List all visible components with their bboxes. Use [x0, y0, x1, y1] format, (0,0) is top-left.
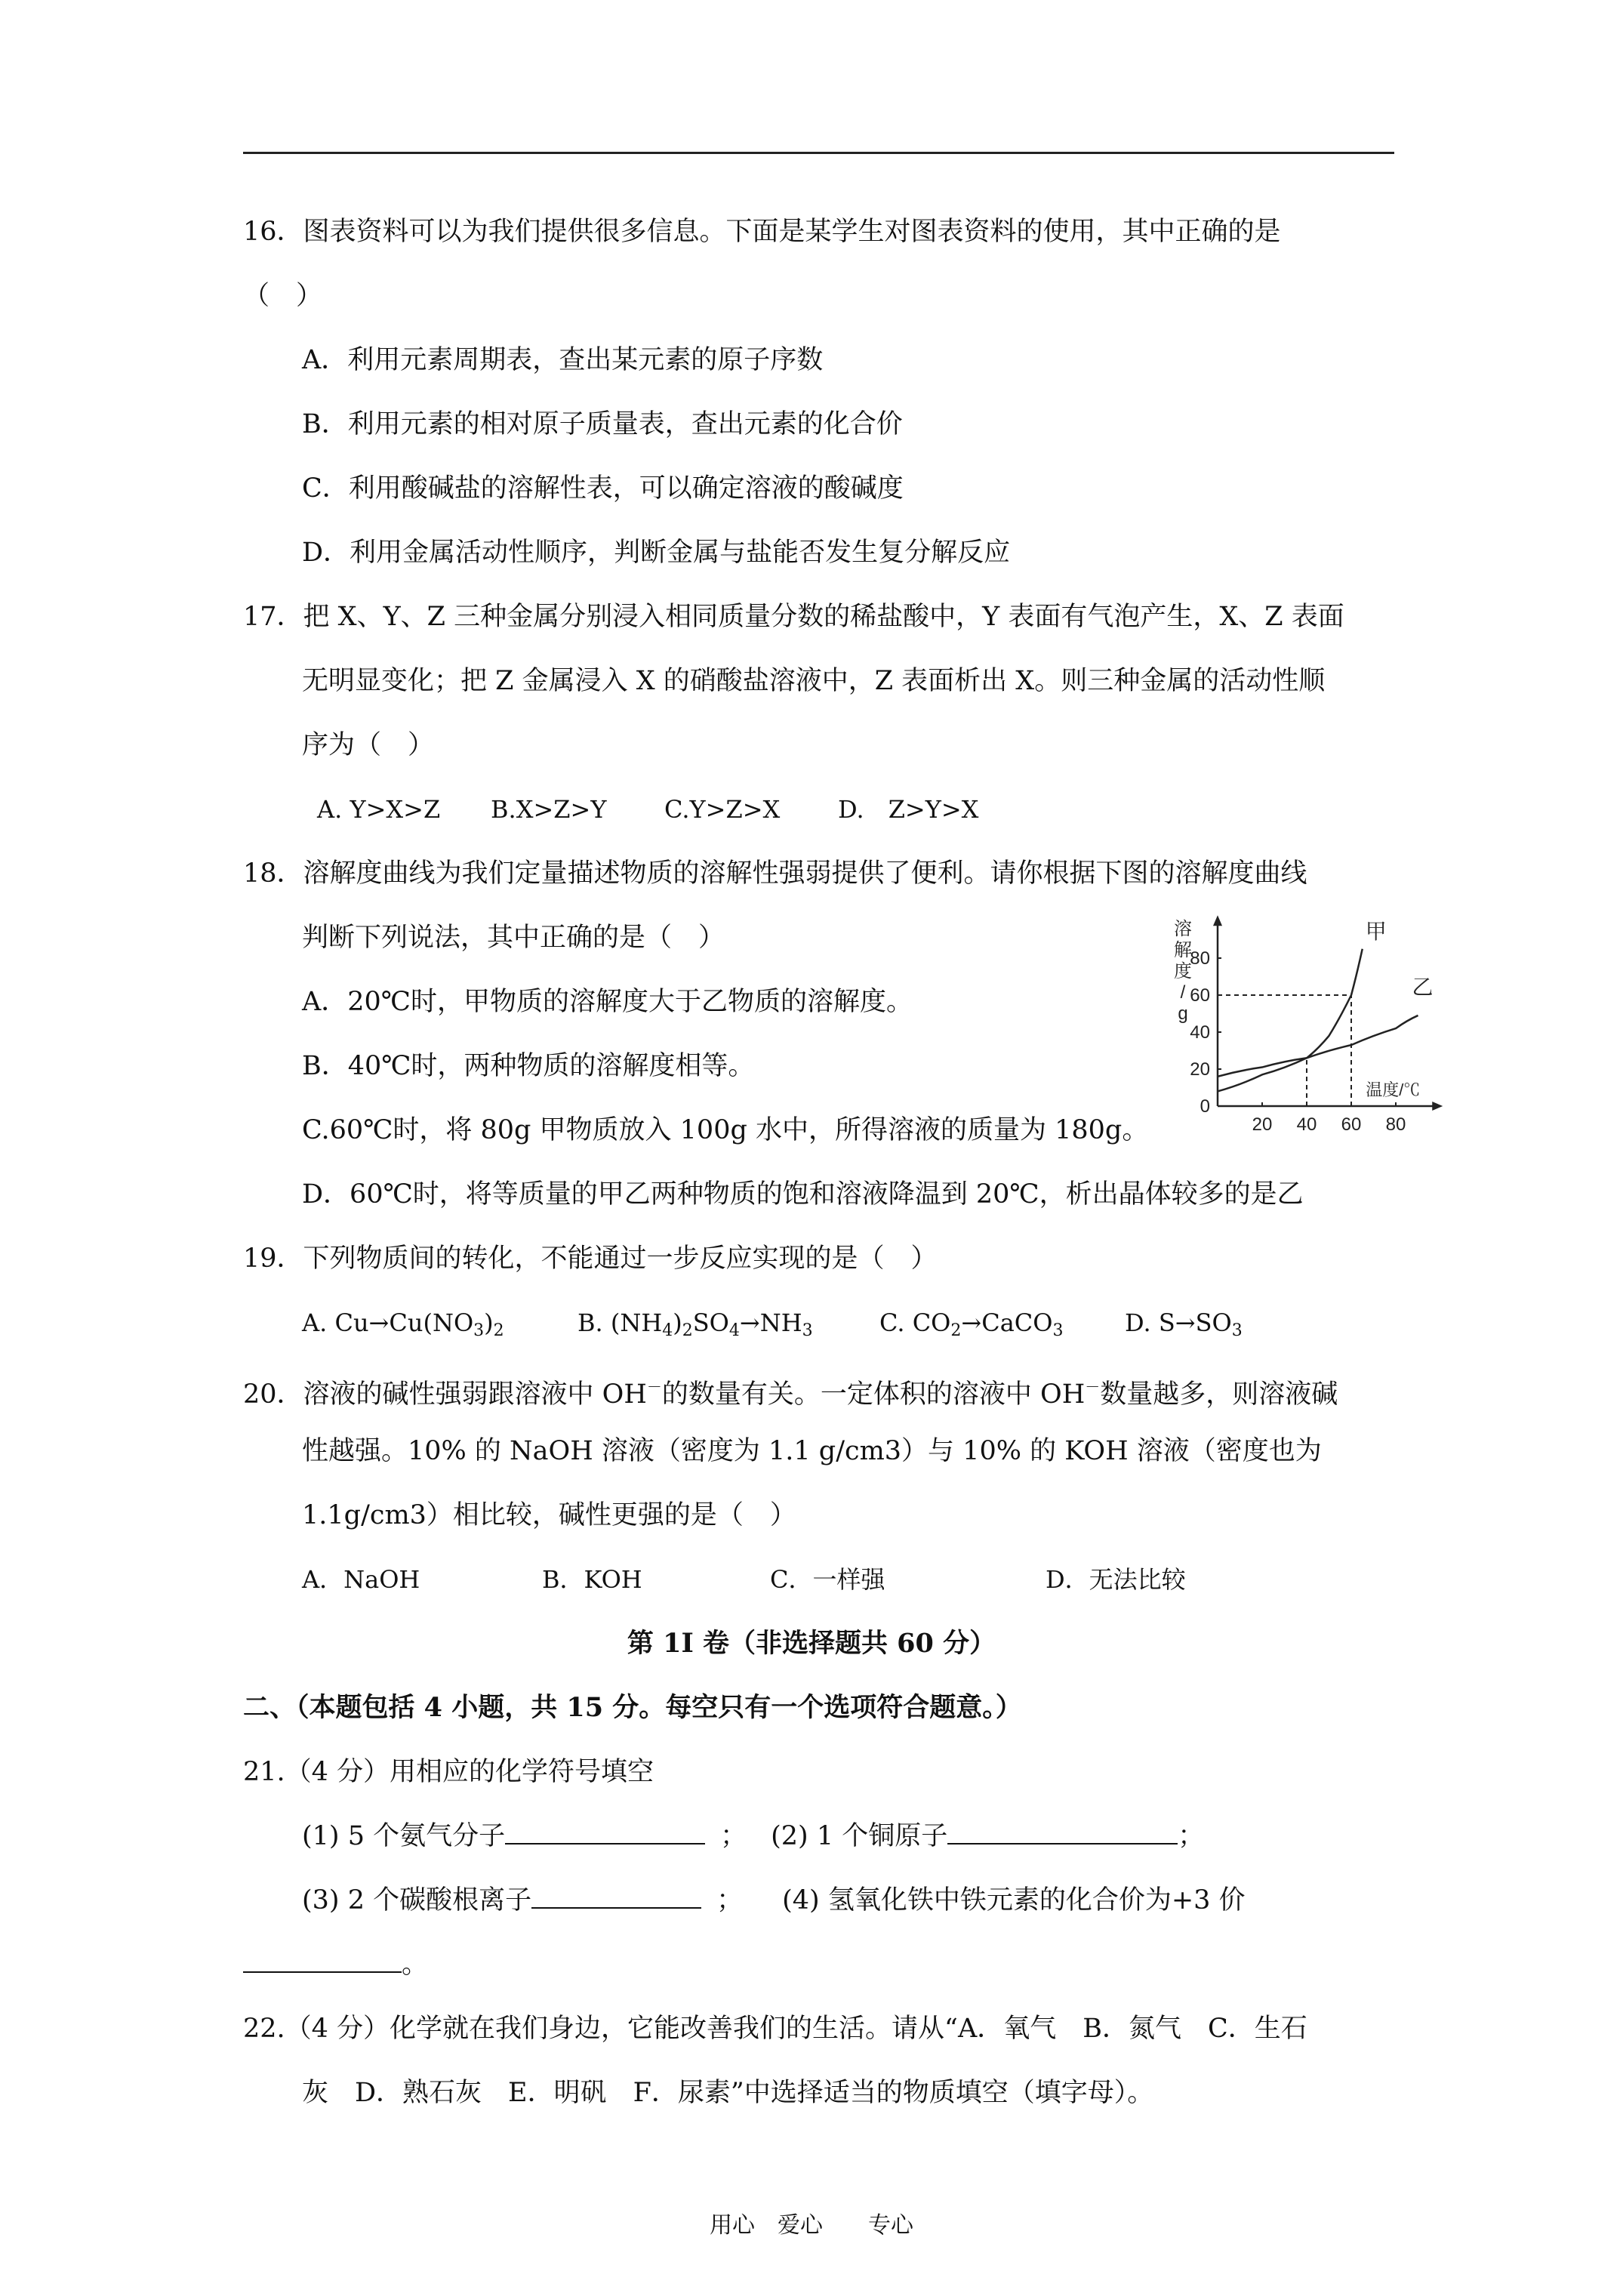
- answer-blank-4[interactable]: [243, 1949, 402, 1973]
- q17-option-d: D. Z>Y>X: [838, 795, 979, 824]
- q16-option-a: A．利用元素周期表，查出某元素的原子序数: [302, 345, 824, 375]
- y-axis-label-char: 溶: [1174, 919, 1192, 939]
- q16-option-b: B．利用元素的相对原子质量表，查出元素的化合价: [302, 409, 903, 439]
- y-tick-label: 20: [1190, 1059, 1210, 1080]
- q20-option-b: B．KOH: [542, 1565, 642, 1594]
- q18-option-d: D．60℃时，将等质量的甲乙两种物质的饱和溶液降温到 20℃，析出晶体较多的是乙: [302, 1179, 1304, 1210]
- x-tick-label: 40: [1296, 1114, 1317, 1135]
- q21-row1: (1) 5 个氨气分子 ； (2) 1 个铜原子 ；: [302, 1821, 1205, 1851]
- q19-option-c: C. $CO_2\to CaCO_3$: [879, 1308, 1064, 1340]
- q20-option-a: A．NaOH: [302, 1565, 420, 1594]
- chart-labels: [1174, 919, 1434, 1135]
- q19-option-d: D. $S\to SO_3$: [1125, 1308, 1243, 1340]
- q19-options: [302, 1305, 1389, 1347]
- y-tick-label: 0: [1200, 1096, 1210, 1117]
- y-axis-label-char: 度: [1174, 961, 1192, 982]
- q21-row2: (3) 2 个碳酸根离子 ； (4) 氢氧化铁中铁元素的化合价为+3 价: [302, 1885, 1246, 1915]
- q18-option-c: C.60℃时，将 80g 甲物质放入 100g 水中，所得溶液的质量为 180g。: [302, 1115, 1149, 1145]
- series-label: 甲: [1365, 919, 1387, 943]
- y-tick-label: 40: [1190, 1022, 1210, 1043]
- q20-option-d: D．无法比较: [1046, 1565, 1186, 1594]
- header-rule: [243, 152, 1394, 154]
- y-axis-label-char: 解: [1174, 940, 1192, 960]
- q17-option-c: C.Y>Z>X: [664, 795, 781, 824]
- answer-blank-3[interactable]: [531, 1885, 701, 1909]
- q17-line3: 序为（ ）: [302, 730, 435, 760]
- x-tick-label: 80: [1385, 1114, 1406, 1135]
- q20-options: [302, 1561, 1359, 1598]
- curve-yi: [1218, 1015, 1418, 1077]
- q18-line1: 18．溶解度曲线为我们定量描述物质的溶解性强弱提供了便利。请你根据下图的溶解度曲线: [243, 858, 1307, 889]
- q16-option-d: D．利用金属活动性顺序，判断金属与盐能否发生复分解反应: [302, 538, 1011, 568]
- q16-option-c: C．利用酸碱盐的溶解性表，可以确定溶液的酸碱度: [302, 473, 904, 504]
- q19-option-a: A. $Cu\to Cu(NO_3)_2$: [302, 1308, 504, 1340]
- q17-line1: 17．把 X、Y、Z 三种金属分别浸入相同质量分数的稀盐酸中，Y 表面有气泡产生，X、Z 表面: [243, 602, 1344, 632]
- q19-option-b: B. $(NH_4)_2SO_4\to NH_3$: [577, 1308, 813, 1340]
- q22-line2: 灰 D．熟石灰 E．明矾 F．尿素”中选择适当的物质填空（填字母）。: [302, 2078, 1154, 2108]
- x-tick-label: 60: [1341, 1114, 1362, 1135]
- y-tick-label: 60: [1190, 985, 1210, 1006]
- q20-line3: 1.1g/cm3）相比较，碱性更强的是（ ）: [302, 1500, 796, 1530]
- q17-line2: 无明显变化；把 Z 金属浸入 X 的硝酸盐溶液中，Z 表面析出 X。则三种金属的活动性顺: [302, 666, 1326, 696]
- q17-option-a: A. Y>X>Z: [317, 795, 441, 824]
- q18-line2: 判断下列说法，其中正确的是（ ）: [302, 923, 725, 953]
- q18-option-b: B．40℃时，两种物质的溶解度相等。: [302, 1051, 755, 1081]
- y-tick-label: 80: [1190, 948, 1210, 969]
- series-label: 乙: [1412, 975, 1434, 999]
- q20-option-c: C．一样强: [770, 1565, 885, 1594]
- y-axis-label-char: g: [1178, 1003, 1188, 1024]
- chart-curves: [1218, 949, 1418, 1092]
- q16-paren: （ ）: [243, 281, 323, 311]
- curve-jia: [1218, 949, 1363, 1092]
- q19-stem: 19．下列物质间的转化，不能通过一步反应实现的是（ ）: [243, 1244, 938, 1274]
- page-footer: 用心 爱心 专心: [710, 2212, 913, 2239]
- q20-line1: 20．溶液的碱性强弱跟溶液中 OH－的数量有关。一定体积的溶液中 OH－数量越多，则溶液碱: [243, 1378, 1338, 1410]
- solubility-chart: [1166, 891, 1434, 1148]
- y-axis-label-char: /: [1180, 982, 1186, 1003]
- q22-line1: 22.（4 分）化学就在我们身边，它能改善我们的生活。请从“A．氧气 B．氮气 C．生石: [243, 2014, 1307, 2044]
- q20-line2: 性越强。10% 的 NaOH 溶液（密度为 1.1 g/cm3）与 10% 的 KOH 溶液（密度也为: [302, 1436, 1322, 1466]
- x-axis-arrow: [1432, 1102, 1443, 1111]
- x-axis-label: 温度/℃: [1366, 1080, 1421, 1099]
- part2-title: 第 1I 卷（非选择题共 60 分）: [627, 1628, 996, 1659]
- section2-heading: 二、（本题包括 4 小题，共 15 分。每空只有一个选项符合题意。）: [243, 1692, 1022, 1723]
- x-tick-label: 20: [1252, 1114, 1273, 1135]
- q18-option-a: A．20℃时，甲物质的溶解度大于乙物质的溶解度。: [302, 987, 913, 1017]
- q17-options: [317, 791, 1374, 827]
- q21-row3: 。: [243, 1946, 428, 1983]
- q21-stem: 21.（4 分）用相应的化学符号填空: [243, 1757, 654, 1787]
- q16-stem: 16．图表资料可以为我们提供很多信息。下面是某学生对图表资料的使用，其中正确的是: [243, 217, 1281, 247]
- y-axis-arrow: [1213, 915, 1222, 926]
- q17-option-b: B.X>Z>Y: [491, 795, 607, 824]
- answer-blank-1[interactable]: [505, 1820, 705, 1845]
- answer-blank-2[interactable]: [947, 1820, 1178, 1845]
